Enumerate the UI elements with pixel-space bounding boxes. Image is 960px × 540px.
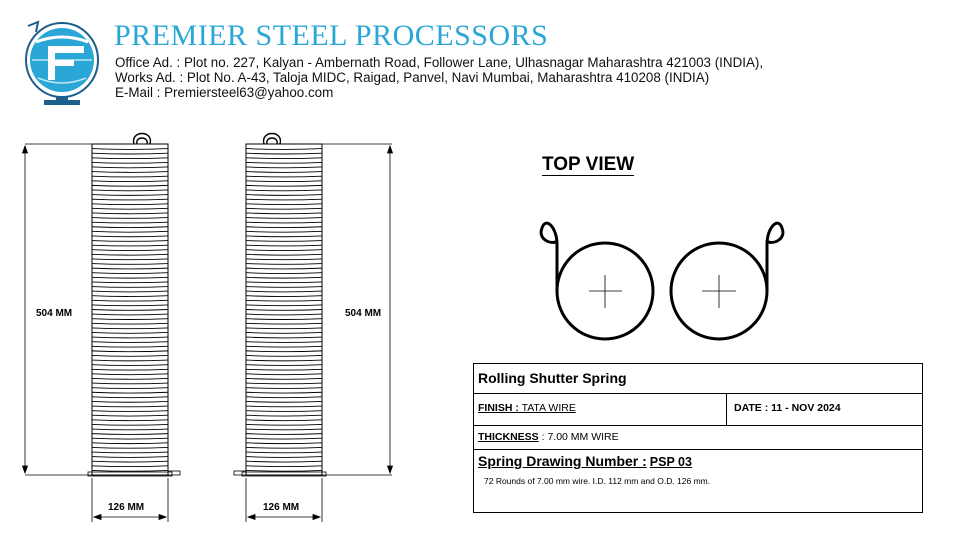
product-row <box>474 364 922 394</box>
drawing-number-line <box>478 453 692 469</box>
right-width-dimension <box>246 478 322 522</box>
thickness-value: : 7.00 MM WIRE <box>538 431 619 443</box>
top-view-title: TOP VIEW <box>542 154 635 175</box>
right-width-label: 126 MM <box>263 502 300 513</box>
spring-description: 72 Rounds of 7.00 mm wire. I.D. 112 mm and O.D. 126 mm. <box>484 476 711 486</box>
office-address: Office Ad. : Plot no. 227, Kalyan - Ambernath Road, Follower Lane, Ulhasnagar Maharashtra 421003 (INDIA), <box>115 55 764 70</box>
product-name: Rolling Shutter Spring <box>478 370 627 386</box>
finish-cell <box>478 402 576 414</box>
left-width-dimension <box>92 478 168 522</box>
spring-left <box>88 134 180 477</box>
top-view-left-coil <box>541 223 653 339</box>
date-label: DATE : 11 - NOV 2024 <box>734 402 841 414</box>
spring-hook <box>264 134 281 145</box>
drawing-number: PSP 03 <box>649 455 692 469</box>
cell-divider <box>726 394 727 425</box>
drawing-number-label: Spring Drawing Number : <box>478 453 647 469</box>
works-address: Works Ad. : Plot No. A-43, Taloja MIDC, Raigad, Panvel, Navi Mumbai, Maharashtra 410208 (INDIA) <box>115 70 710 85</box>
spring-hook <box>134 134 151 145</box>
finish-date-row <box>474 394 922 426</box>
company-name: PREMIER STEEL PROCESSORS <box>114 19 549 52</box>
spring-right <box>234 134 326 477</box>
thickness-cell <box>478 431 619 443</box>
thickness-row <box>474 426 922 450</box>
right-height-label: 504 MM <box>345 308 382 319</box>
email-address: E-Mail : Premiersteel63@yahoo.com <box>115 85 334 100</box>
left-height-label: 504 MM <box>36 308 73 319</box>
finish-value: TATA WIRE <box>518 402 576 414</box>
top-view-right-coil <box>671 223 783 339</box>
left-width-label: 126 MM <box>108 502 145 513</box>
thickness-label: THICKNESS <box>478 431 539 443</box>
finish-label: FINISH : <box>478 402 519 414</box>
title-block <box>473 363 923 513</box>
